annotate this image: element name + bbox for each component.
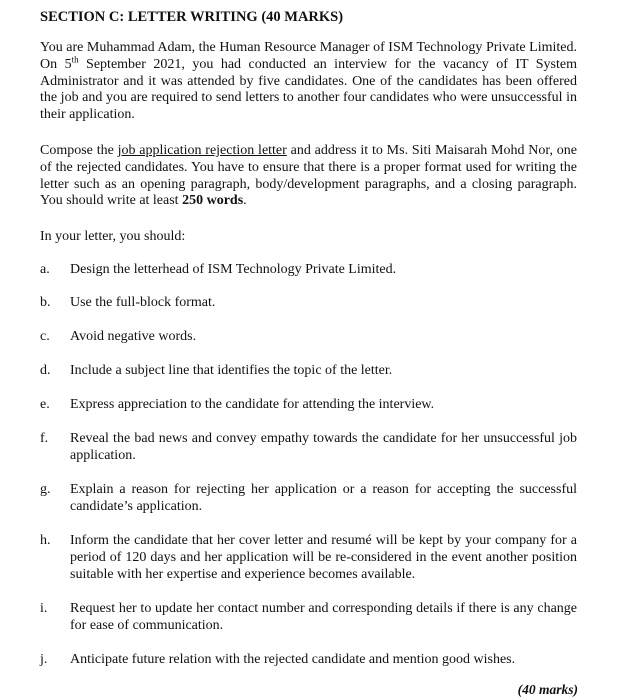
item-text: Reveal the bad news and convey empathy towards the candidate for her unsuccessful job application.	[70, 431, 577, 463]
list-item	[40, 651, 577, 668]
item-text: Explain a reason for rejecting her application or a reason for accepting the successful candidate’s application.	[70, 482, 577, 514]
item-label: d.	[40, 363, 51, 378]
item-text: Design the letterhead of ISM Technology Private Limited.	[70, 262, 397, 277]
item-text: Request her to update her contact number and corresponding details if there is any change for ease of communication.	[70, 601, 577, 633]
item-text: Include a subject line that identifies the topic of the letter.	[70, 363, 393, 378]
item-label: a.	[40, 262, 50, 277]
item-text: Anticipate future relation with the rejected candidate and mention good wishes.	[70, 652, 516, 667]
item-text: Use the full-block format.	[70, 295, 216, 310]
item-label: e.	[40, 397, 50, 412]
list-item	[40, 396, 577, 413]
task-paragraph	[40, 143, 577, 210]
item-text: Express appreciation to the candidate for attending the interview.	[70, 397, 435, 412]
item-label: i.	[40, 601, 48, 616]
list-item	[40, 430, 577, 464]
marks-label: (40 marks)	[517, 682, 578, 697]
list-item	[40, 481, 577, 515]
section-heading: SECTION C: LETTER WRITING (40 MARKS)	[40, 9, 344, 25]
text: Compose the	[40, 143, 118, 158]
item-label: b.	[40, 295, 51, 310]
scenario-paragraph	[40, 40, 577, 124]
list-item	[40, 362, 577, 379]
item-label: c.	[40, 329, 50, 344]
text: September 2021, you had conducted an interview for the vacancy of IT System Administrator and it was attended by five candidates. One of the candidates has been offered the job and you are required to send letters to another four candidates who were unsuccessful in their application.	[40, 56, 577, 123]
list-item	[40, 328, 577, 345]
bold-text: 250 words	[182, 193, 244, 209]
item-label: f.	[40, 431, 49, 446]
text: .	[243, 193, 247, 209]
intro-line: In your letter, you should:	[40, 229, 186, 244]
list-item	[40, 532, 577, 583]
item-text: Inform the candidate that her cover letter and resumé will be kept by your company for a period of 120 days and her application will be re-considered in the event another position suitable with her expertise and experience becomes available.	[70, 533, 577, 582]
item-label: g.	[40, 482, 51, 497]
item-label: j.	[40, 652, 48, 667]
superscript: th	[71, 54, 79, 65]
item-text: Avoid negative words.	[70, 329, 197, 344]
list-item	[40, 294, 577, 311]
text: You are Muhammad Adam, the Human Resource Manager of ISM Technology Private Limited. On 5	[40, 40, 577, 72]
underlined-text: job application rejection letter	[117, 143, 287, 158]
item-label: h.	[40, 533, 51, 548]
text: and address it to Ms. Siti Maisarah Mohd Nor, one of the rejected candidates. You have to ensure that there is a proper format used for writing the letter such as an opening paragraph, body/development paragraphs, and a closing paragraph. You should write at least	[40, 143, 577, 209]
list-item	[40, 600, 577, 634]
list-item	[40, 261, 577, 278]
